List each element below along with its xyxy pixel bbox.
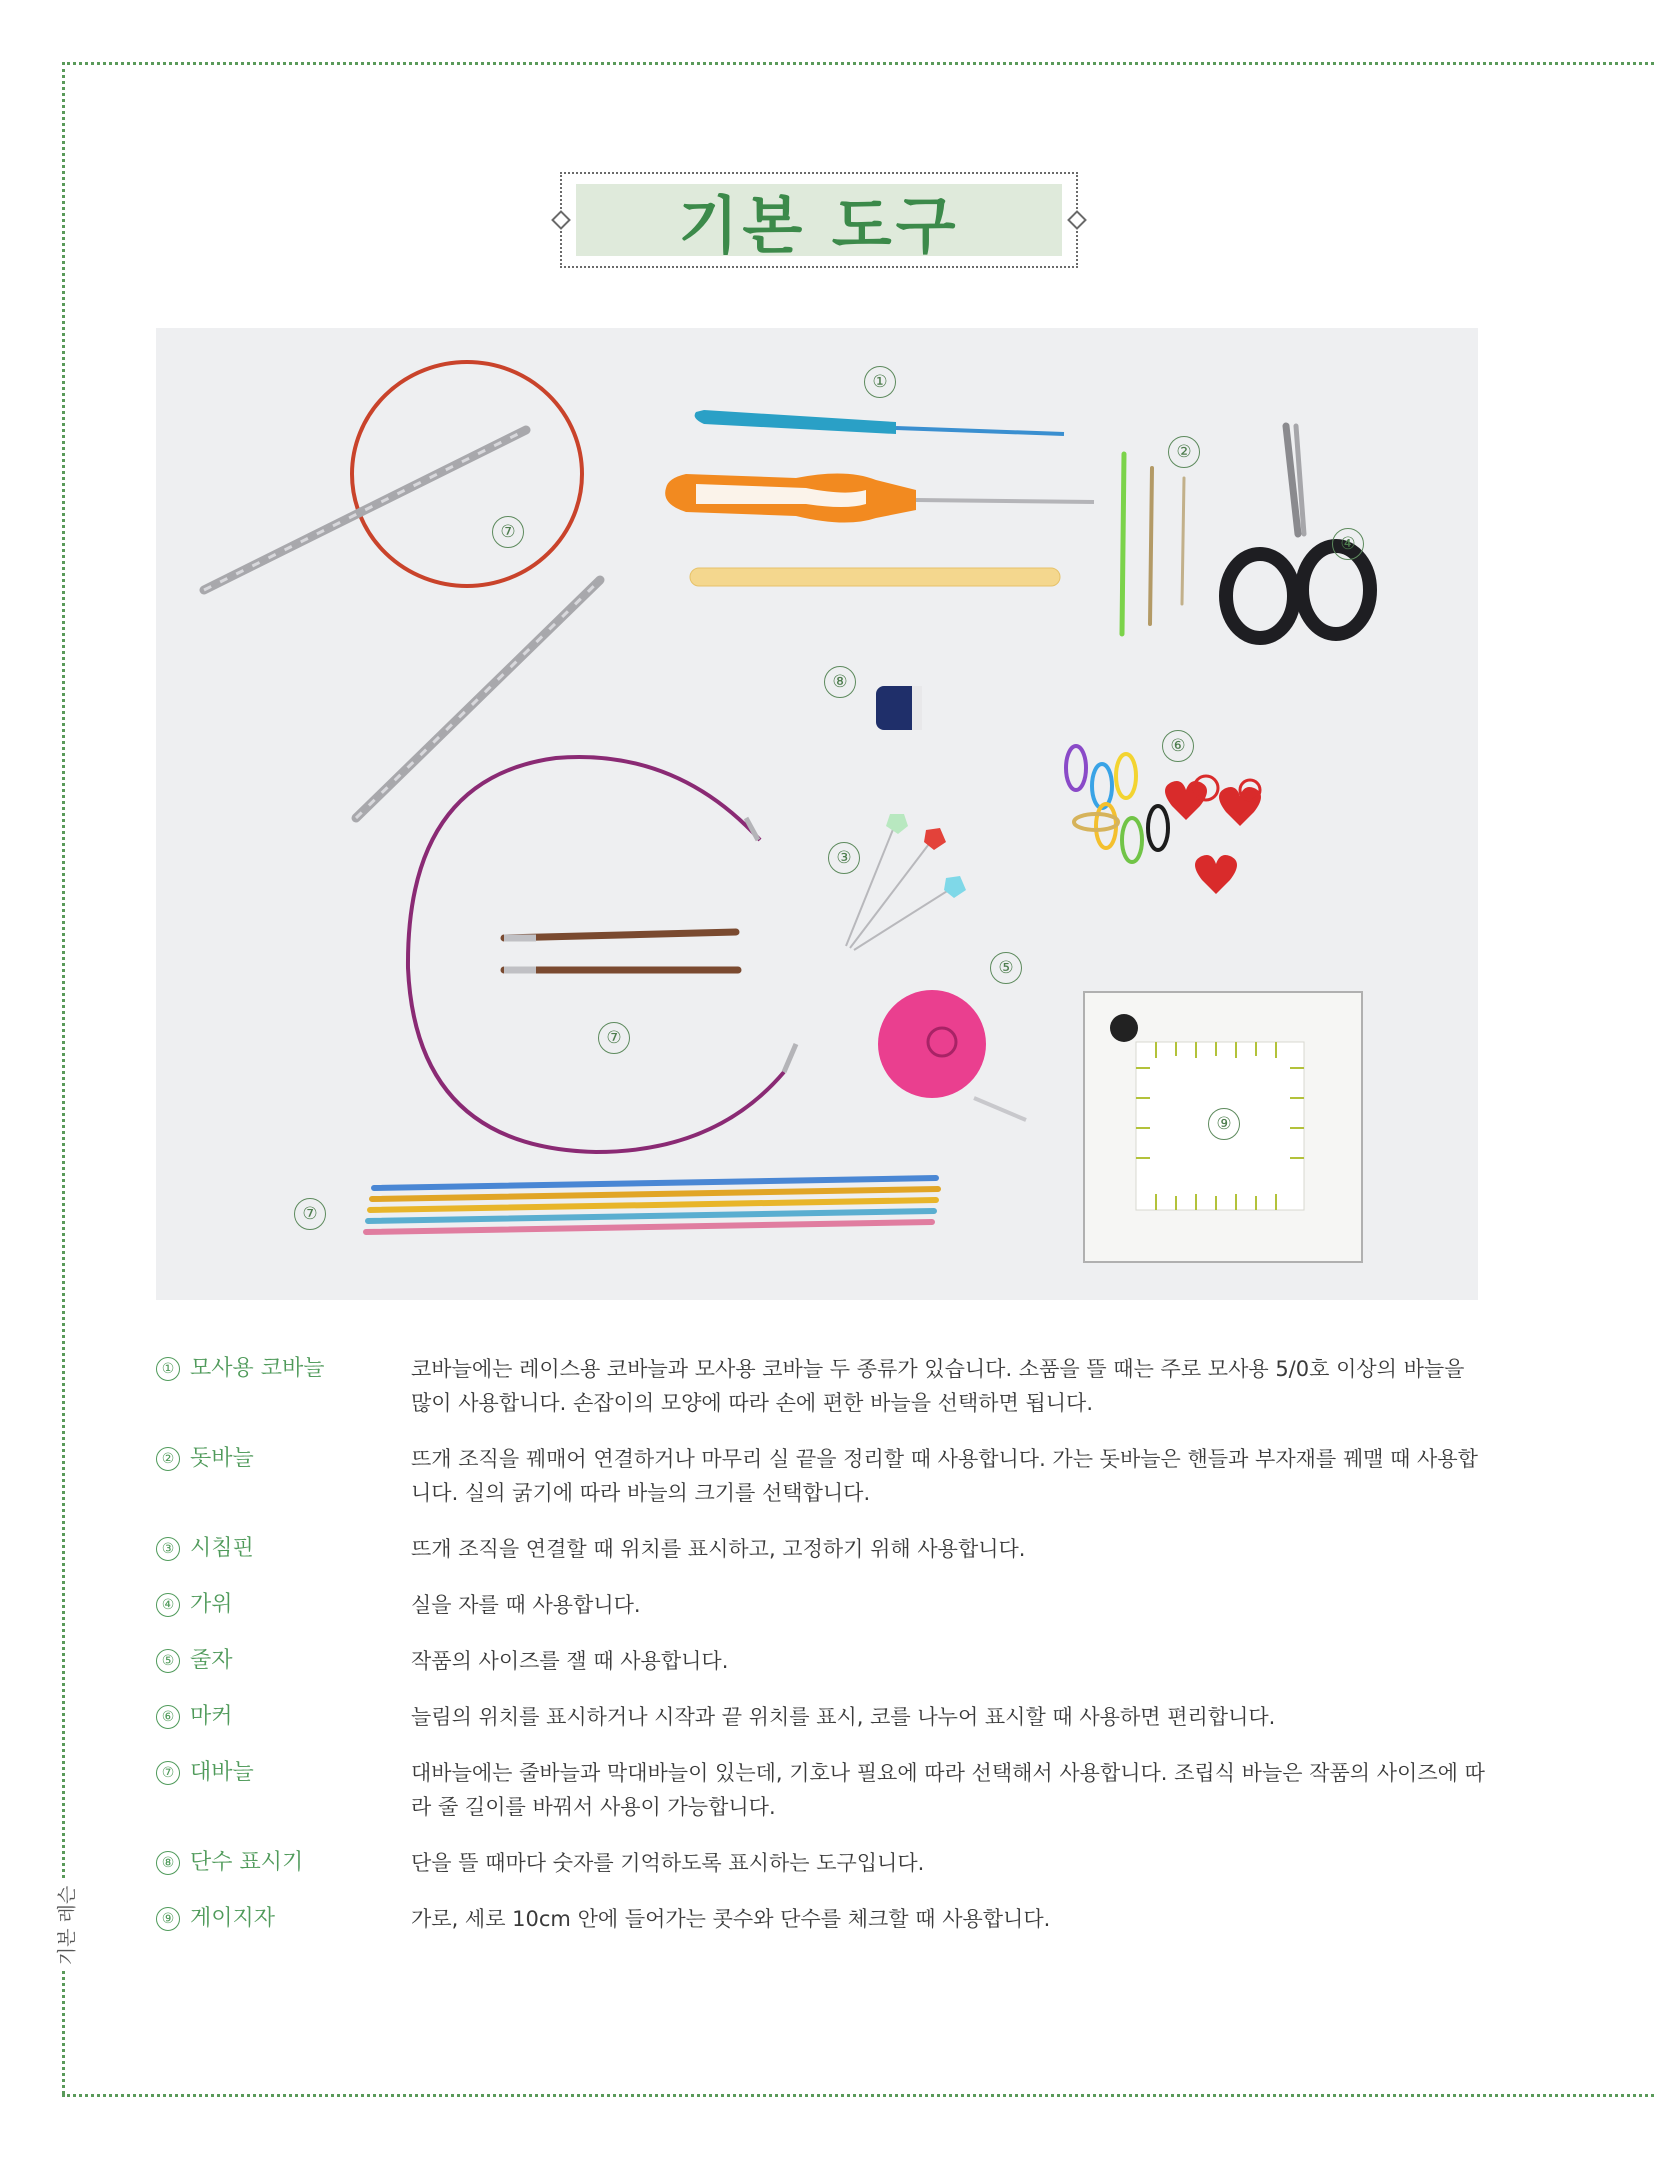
- tool-name: 가위: [190, 1592, 233, 1617]
- tool-name: 단수 표시기: [190, 1850, 304, 1875]
- tool-term: [156, 1352, 411, 1420]
- side-section-label: [50, 1880, 82, 1970]
- tool-term: [156, 1588, 411, 1622]
- photo-label-1: ①: [864, 366, 896, 398]
- circle-number-icon: ④: [156, 1593, 180, 1617]
- list-item: [156, 1442, 1486, 1510]
- tool-term: [156, 1846, 411, 1880]
- tool-name: 모사용 코바늘: [190, 1356, 325, 1381]
- circle-number-icon: ⑤: [156, 1649, 180, 1673]
- tool-desc: 실을 자를 때 사용합니다.: [411, 1593, 641, 1617]
- heart-markers: [1165, 776, 1261, 894]
- stitch-markers: [1066, 746, 1168, 862]
- circle-number-icon: ⑥: [156, 1705, 180, 1729]
- tool-name: 돗바늘: [190, 1446, 254, 1471]
- tool-term: [156, 1644, 411, 1678]
- page-title: 기본 도구: [678, 188, 960, 262]
- list-item: [156, 1532, 1486, 1566]
- tool-term: [156, 1442, 411, 1510]
- circle-number-icon: ②: [156, 1447, 180, 1471]
- crochet-hook-orange: [665, 473, 1094, 522]
- row-counter: [876, 686, 922, 730]
- side-label-text: 기본 레슨: [56, 1885, 79, 1965]
- photo-label-4: ④: [1332, 528, 1364, 560]
- circle-number-icon: ⑦: [156, 1761, 180, 1785]
- list-item: [156, 1352, 1486, 1420]
- frame-left-border: [62, 62, 65, 2094]
- tool-desc: 가로, 세로 10cm 안에 들어가는 콧수와 단수를 체크할 때 사용합니다.: [411, 1907, 1051, 1931]
- tool-term: [156, 1756, 411, 1824]
- photo-label-3: ③: [828, 842, 860, 874]
- tool-desc: 뜨개 조직을 꿰매어 연결하거나 마무리 실 끝을 정리할 때 사용합니다. 가는 돗바늘은 핸들과 부자재를 꿰맬 때 사용합니다. 실의 굵기에 따라 바늘의 크기를 선택합니다.: [411, 1447, 1478, 1505]
- list-item: [156, 1902, 1486, 1936]
- photo-label-6: ⑥: [1162, 730, 1194, 762]
- tool-desc: 뜨개 조직을 연결할 때 위치를 표시하고, 고정하기 위해 사용합니다.: [411, 1537, 1026, 1561]
- tool-desc: 단을 뜰 때마다 숫자를 기억하도록 표시하는 도구입니다.: [411, 1851, 925, 1875]
- list-item: [156, 1756, 1486, 1824]
- diamond-ornament-icon: [551, 210, 571, 230]
- photo-label-5: ⑤: [990, 952, 1022, 984]
- tool-name: 게이지자: [190, 1906, 276, 1931]
- tool-name: 줄자: [190, 1648, 233, 1673]
- tools-photo: [156, 328, 1478, 1300]
- double-pointed-needles: [366, 1178, 938, 1232]
- photo-label-8: ⑧: [824, 666, 856, 698]
- circle-number-icon: ⑧: [156, 1851, 180, 1875]
- tool-term: [156, 1700, 411, 1734]
- tool-name: 시침핀: [190, 1536, 254, 1561]
- tools-illustration: [156, 328, 1478, 1300]
- list-item: [156, 1846, 1486, 1880]
- circle-number-icon: ③: [156, 1537, 180, 1561]
- tool-name: 마커: [190, 1704, 233, 1729]
- photo-label-2: ②: [1168, 436, 1200, 468]
- title-box: [560, 172, 1078, 268]
- circle-number-icon: ①: [156, 1357, 180, 1381]
- photo-label-7a: ⑦: [492, 516, 524, 548]
- photo-label-9: ⑨: [1208, 1108, 1240, 1140]
- tape-measure: [878, 990, 1026, 1120]
- tool-name: 대바늘: [190, 1760, 254, 1785]
- tool-descriptions: [156, 1352, 1486, 1936]
- list-item: [156, 1588, 1486, 1622]
- title-banner: [576, 184, 1062, 262]
- circular-needle-red: [204, 362, 600, 818]
- tool-desc: 대바늘에는 줄바늘과 막대바늘이 있는데, 기호나 필요에 따라 선택해서 사용합니다. 조립식 바늘은 작품의 사이즈에 따라 줄 길이를 바꿔서 사용이 가능합니다.: [411, 1761, 1485, 1819]
- frame-bottom-border: [62, 2094, 1654, 2097]
- photo-label-7b: ⑦: [598, 1022, 630, 1054]
- list-item: [156, 1644, 1486, 1678]
- tool-desc: 코바늘에는 레이스용 코바늘과 모사용 코바늘 두 종류가 있습니다. 소품을 뜰 때는 주로 모사용 5/0호 이상의 바늘을 많이 사용합니다. 손잡이의 모양에 따라 손에 편한 바늘을 선택하면 됩니다.: [411, 1357, 1465, 1415]
- tool-desc: 작품의 사이즈를 잴 때 사용합니다.: [411, 1649, 729, 1673]
- pins: [846, 814, 966, 950]
- photo-label-7c: ⑦: [294, 1198, 326, 1230]
- circular-needle-purple: [408, 757, 796, 1152]
- tool-term: [156, 1532, 411, 1566]
- list-item: [156, 1700, 1486, 1734]
- circle-number-icon: ⑨: [156, 1907, 180, 1931]
- crochet-hook-blue: [695, 410, 1064, 434]
- frame-top-border: [62, 62, 1654, 65]
- tool-desc: 늘림의 위치를 표시하거나 시작과 끝 위치를 표시, 코를 나누어 표시할 때 사용하면 편리합니다.: [411, 1705, 1276, 1729]
- tool-term: [156, 1902, 411, 1936]
- diamond-ornament-icon: [1067, 210, 1087, 230]
